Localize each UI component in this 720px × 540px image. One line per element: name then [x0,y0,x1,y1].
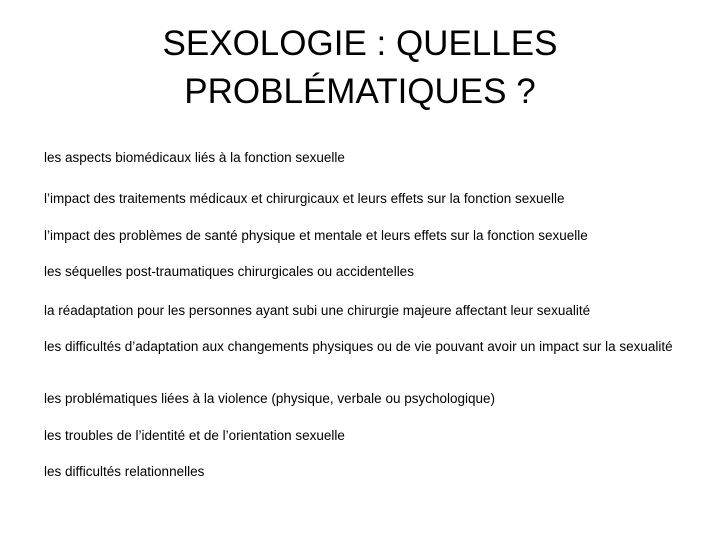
bullet-item-biomedical: les aspects biomédicaux liés à la fonction sexuelle [44,150,345,165]
bullet-item-sequelae: les séquelles post-traumatiques chirurgicales ou accidentelles [44,264,414,279]
bullet-item-violence: les problématiques liées à la violence (physique, verbale ou psychologique) [44,391,496,406]
bullet-item-identity: les troubles de l’identité et de l’orientation sexuelle [44,428,345,443]
bullet-item-health-problems: l’impact des problèmes de santé physique et mentale et leurs effets sur la fonction sexuelle [44,228,588,243]
bullet-item-relational: les difficultés relationnelles [44,464,205,479]
bullet-item-treatments: l’impact des traitements médicaux et chirurgicaux et leurs effets sur la fonction sexuelle [44,191,565,206]
slide-title-line-1: SEXOLOGIE : QUELLES [162,24,558,63]
slide-title [60,20,660,116]
bullet-item-rehabilitation: la réadaptation pour les personnes ayant subi une chirurgie majeure affectant leur sexualité [44,303,591,318]
bullet-item-adaptation: les difficultés d’adaptation aux changements physiques ou de vie pouvant avoir un impact sur la sexualité [44,339,673,354]
slide-title-line-2: PROBLÉMATIQUES ? [184,72,536,111]
